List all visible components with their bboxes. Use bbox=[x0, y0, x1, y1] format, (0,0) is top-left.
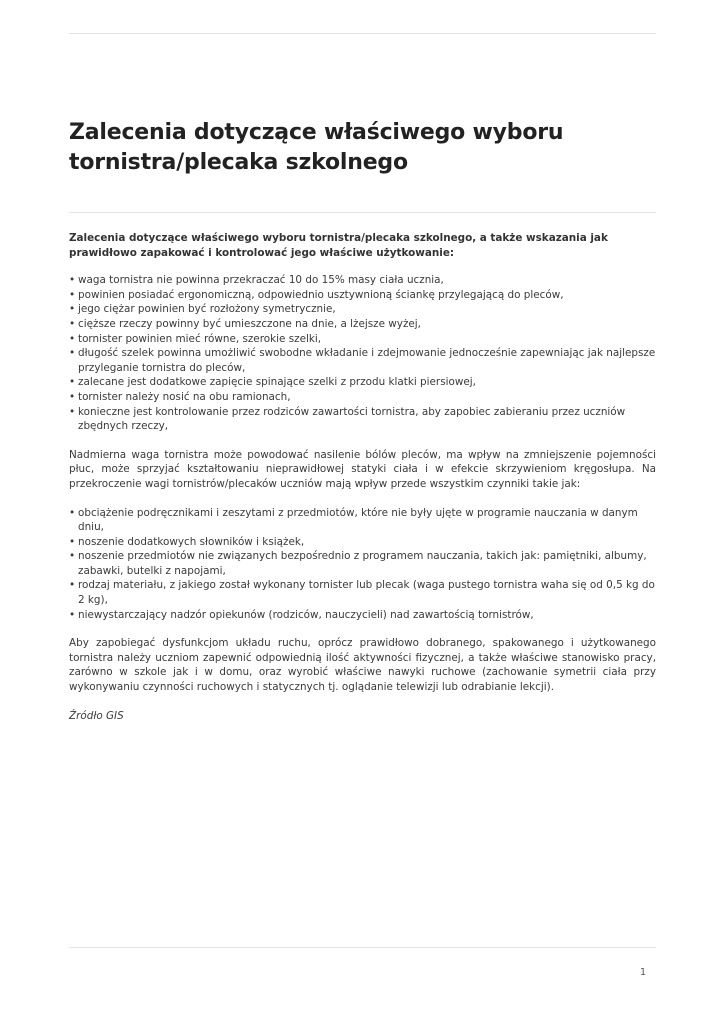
list-item: • długość szelek powinna umożliwić swobodne wkładanie i zdejmowanie jednocześnie zapewniając jak najlepsze przyleganie tornistra do pleców, bbox=[69, 346, 656, 375]
list-item: • noszenie dodatkowych słowników i książek, bbox=[69, 535, 656, 550]
list-item: • rodzaj materiału, z jakiego został wykonany tornister lub plecak (waga pustego tornistra waha się od 0,5 kg do 2 kg), bbox=[69, 578, 656, 607]
title-divider bbox=[69, 212, 656, 213]
list-item: • noszenie przedmiotów nie związanych bezpośrednio z programem nauczania, takich jak: pamiętniki, albumy, zabawki, butelki z napojami, bbox=[69, 549, 656, 578]
list-item: • cięższe rzeczy powinny być umieszczone na dnie, a lżejsze wyżej, bbox=[69, 317, 656, 332]
page-number: 1 bbox=[639, 967, 646, 978]
body-paragraph: Nadmierna waga tornistra może powodować nasilenie bólów pleców, ma wpływ na zmniejszenie pojemności płuc, może sprzyjać kształtowaniu nieprawidłowej statyki ciała i w efekcie skrzywieniom kręgosłupa. Na przekroczenie wagi tornistrów/plecaków uczniów mają wpływ przede wszystkim czynniki takie jak: bbox=[69, 448, 656, 490]
list-item: • konieczne jest kontrolowanie przez rodziców zawartości tornistra, aby zapobiec zabieraniu przez uczniów zbędnych rzeczy, bbox=[69, 405, 656, 434]
page-title: Zalecenia dotyczące właściwego wyboru tornistra/plecaka szkolnego bbox=[69, 120, 564, 175]
list-item: • zalecane jest dodatkowe zapięcie spinające szelki z przodu klatki piersiowej, bbox=[69, 375, 656, 390]
factors-list bbox=[69, 506, 656, 623]
list-item: • tornister należy nosić na obu ramionach, bbox=[69, 390, 656, 405]
lead-paragraph: Zalecenia dotyczące właściwego wyboru tornistra/plecaka szkolnego, a także wskazania jak prawidłowo zapakować i kontrolować jego właściwe użytkowanie: bbox=[69, 232, 608, 259]
recommendations-list bbox=[69, 273, 656, 434]
list-item: • tornister powinien mieć równe, szerokie szelki, bbox=[69, 332, 656, 347]
source-note: Źródło GIS bbox=[69, 709, 124, 722]
footer-divider bbox=[69, 947, 656, 948]
list-item: • waga tornistra nie powinna przekraczać 10 do 15% masy ciała ucznia, bbox=[69, 273, 656, 288]
body-paragraph: Aby zapobiegać dysfunkcjom układu ruchu, oprócz prawidłowo dobranego, spakowanego i użytkowanego tornistra należy uczniom zapewnić odpowiednią ilość aktywności fizycznej, a także właściwe stanowisko pracy, zarówno w szkole jak i w domu, oraz wyrobić właściwe nawyki ruchowe (zachowanie symetrii ciała przy wykonywaniu czynności ruchowych i statycznych tj. oglądanie telewizji lub odrabianie lekcji). bbox=[69, 637, 656, 694]
list-item: • obciążenie podręcznikami i zeszytami z przedmiotów, które nie były ujęte w programie nauczania w danym dniu, bbox=[69, 506, 656, 535]
list-item: • powinien posiadać ergonomiczną, odpowiednio usztywnioną ściankę przylegającą do pleców, bbox=[69, 288, 656, 303]
article-body bbox=[69, 231, 656, 723]
top-divider bbox=[69, 33, 656, 34]
list-item: • jego ciężar powinien być rozłożony symetrycznie, bbox=[69, 302, 656, 317]
list-item: • niewystarczający nadzór opiekunów (rodziców, nauczycieli) nad zawartością tornistrów, bbox=[69, 608, 656, 623]
